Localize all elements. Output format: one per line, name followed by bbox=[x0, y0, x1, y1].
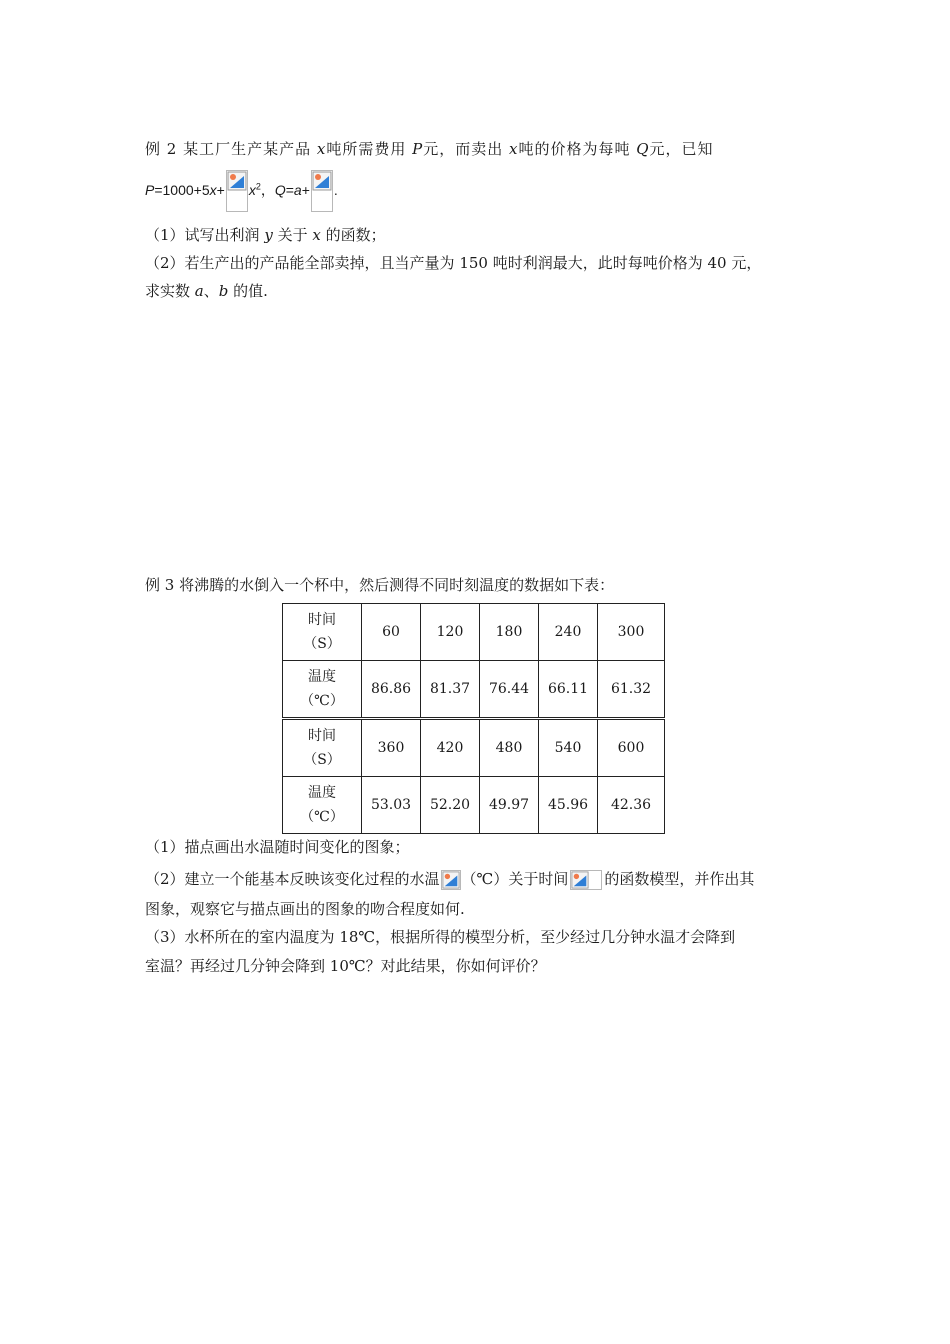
time-label-cell bbox=[283, 719, 362, 777]
temp-cell: 52.20 bbox=[421, 777, 480, 834]
ex2-text-g: 吨的价格为每吨 bbox=[518, 140, 637, 158]
example3-question2-line1 bbox=[145, 866, 754, 892]
broken-image-icon bbox=[570, 870, 602, 890]
ex2-var-q: Q bbox=[636, 140, 650, 158]
ex2-q2-e: 的值. bbox=[228, 282, 268, 300]
temp-label-line1: 温度 bbox=[308, 785, 336, 801]
formula-q: Q bbox=[274, 182, 286, 198]
example3-question1: （1）描点画出水温随时间变化的图象； bbox=[145, 838, 410, 856]
temp-label-line2: （℃） bbox=[300, 693, 344, 709]
example2-line1 bbox=[145, 138, 714, 160]
time-cell: 240 bbox=[539, 604, 598, 661]
time-cell: 360 bbox=[362, 719, 421, 777]
ex2-var-p: P bbox=[412, 140, 424, 158]
formula-x2: x bbox=[248, 182, 256, 198]
example2-question1 bbox=[145, 224, 386, 246]
ex2-var-x: x bbox=[316, 140, 327, 158]
time-cell: 180 bbox=[480, 604, 539, 661]
ex2-text-e: 元，而卖出 bbox=[423, 140, 509, 158]
time-label-line1: 时间 bbox=[308, 728, 336, 744]
ex2-q1-a: （1）试写出利润 bbox=[145, 226, 265, 244]
temp-cell: 49.97 bbox=[480, 777, 539, 834]
time-cell: 420 bbox=[421, 719, 480, 777]
broken-image-icon bbox=[226, 170, 248, 212]
ex3-q2-c: 的函数模型，并作出其 bbox=[604, 870, 755, 888]
ex2-text-c: 吨所需费用 bbox=[326, 140, 413, 158]
temp-label-line2: （℃） bbox=[300, 809, 344, 825]
formula-eq1: =1000+5 bbox=[154, 182, 210, 198]
table-row bbox=[283, 604, 665, 661]
ex2-q2-a: 求实数 bbox=[145, 282, 195, 300]
temp-cell: 61.32 bbox=[598, 661, 665, 719]
example2-question2-line2 bbox=[145, 280, 268, 302]
time-label-line2: （S） bbox=[303, 752, 341, 768]
ex2-q1-c: 关于 bbox=[272, 226, 313, 244]
temp-cell: 45.96 bbox=[539, 777, 598, 834]
formula-dot: . bbox=[333, 182, 338, 198]
example3-question3-line1: （3）水杯所在的室内温度为 18℃，根据所得的模型分析，至少经过几分钟水温才会降到 bbox=[145, 928, 736, 946]
example3-intro: 例 3 将沸腾的水倒入一个杯中，然后测得不同时刻温度的数据如下表： bbox=[145, 576, 615, 594]
formula-x1: x bbox=[209, 182, 217, 198]
time-cell: 540 bbox=[539, 719, 598, 777]
ex3-q2-a: （2）建立一个能基本反映该变化过程的水温 bbox=[145, 870, 440, 888]
temp-cell: 42.36 bbox=[598, 777, 665, 834]
temp-cell: 66.11 bbox=[539, 661, 598, 719]
example3-question3-line2: 室温？再经过几分钟会降到 10℃？对此结果，你如何评价？ bbox=[145, 957, 546, 975]
temp-label-line1: 温度 bbox=[308, 669, 336, 685]
ex2-q2-var-a: a bbox=[194, 282, 204, 300]
ex2-q2-c: 、 bbox=[203, 282, 219, 300]
ex2-q2-var-b: b bbox=[218, 282, 229, 300]
ex2-q1-e: 的函数； bbox=[320, 226, 386, 244]
temp-cell: 76.44 bbox=[480, 661, 539, 719]
temp-cell: 86.86 bbox=[362, 661, 421, 719]
formula-plus2: + bbox=[301, 182, 310, 198]
ex2-q1-x: x bbox=[312, 226, 321, 244]
ex2-text-i: 元，已知 bbox=[649, 140, 714, 158]
ex2-var-x2: x bbox=[508, 140, 519, 158]
time-label-cell bbox=[283, 604, 362, 661]
time-cell: 120 bbox=[421, 604, 480, 661]
formula-comma: ， bbox=[260, 182, 275, 198]
time-cell: 600 bbox=[598, 719, 665, 777]
temp-label-cell bbox=[283, 661, 362, 719]
example3-question2-line2: 图象，观察它与描点画出的图象的吻合程度如何. bbox=[145, 900, 465, 918]
formula-eq2: = bbox=[285, 182, 294, 198]
formula-plus1: + bbox=[216, 182, 225, 198]
ex2-text-a: 例 2 某工厂生产某产品 bbox=[145, 140, 317, 158]
table-row bbox=[283, 719, 665, 777]
time-cell: 60 bbox=[362, 604, 421, 661]
ex2-q1-y: y bbox=[264, 226, 273, 244]
ex3-q2-b: （℃）关于时间 bbox=[461, 870, 569, 888]
formula-a: a bbox=[293, 182, 302, 198]
table-row bbox=[283, 777, 665, 834]
formula-sup2: 2 bbox=[255, 181, 261, 192]
formula-p: P bbox=[145, 182, 155, 198]
temperature-table bbox=[282, 603, 665, 834]
temp-cell: 53.03 bbox=[362, 777, 421, 834]
time-cell: 300 bbox=[598, 604, 665, 661]
example2-question2-line1: （2）若生产出的产品能全部卖掉，且当产量为 150 吨时利润最大，此时每吨价格为 40 元， bbox=[145, 254, 762, 272]
example2-line2 bbox=[145, 168, 338, 212]
temp-cell: 81.37 bbox=[421, 661, 480, 719]
broken-image-icon bbox=[441, 870, 461, 890]
table-row bbox=[283, 661, 665, 719]
broken-image-icon bbox=[311, 170, 333, 212]
time-label-line2: （S） bbox=[303, 636, 341, 652]
temp-label-cell bbox=[283, 777, 362, 834]
time-label-line1: 时间 bbox=[308, 612, 336, 628]
time-cell: 480 bbox=[480, 719, 539, 777]
